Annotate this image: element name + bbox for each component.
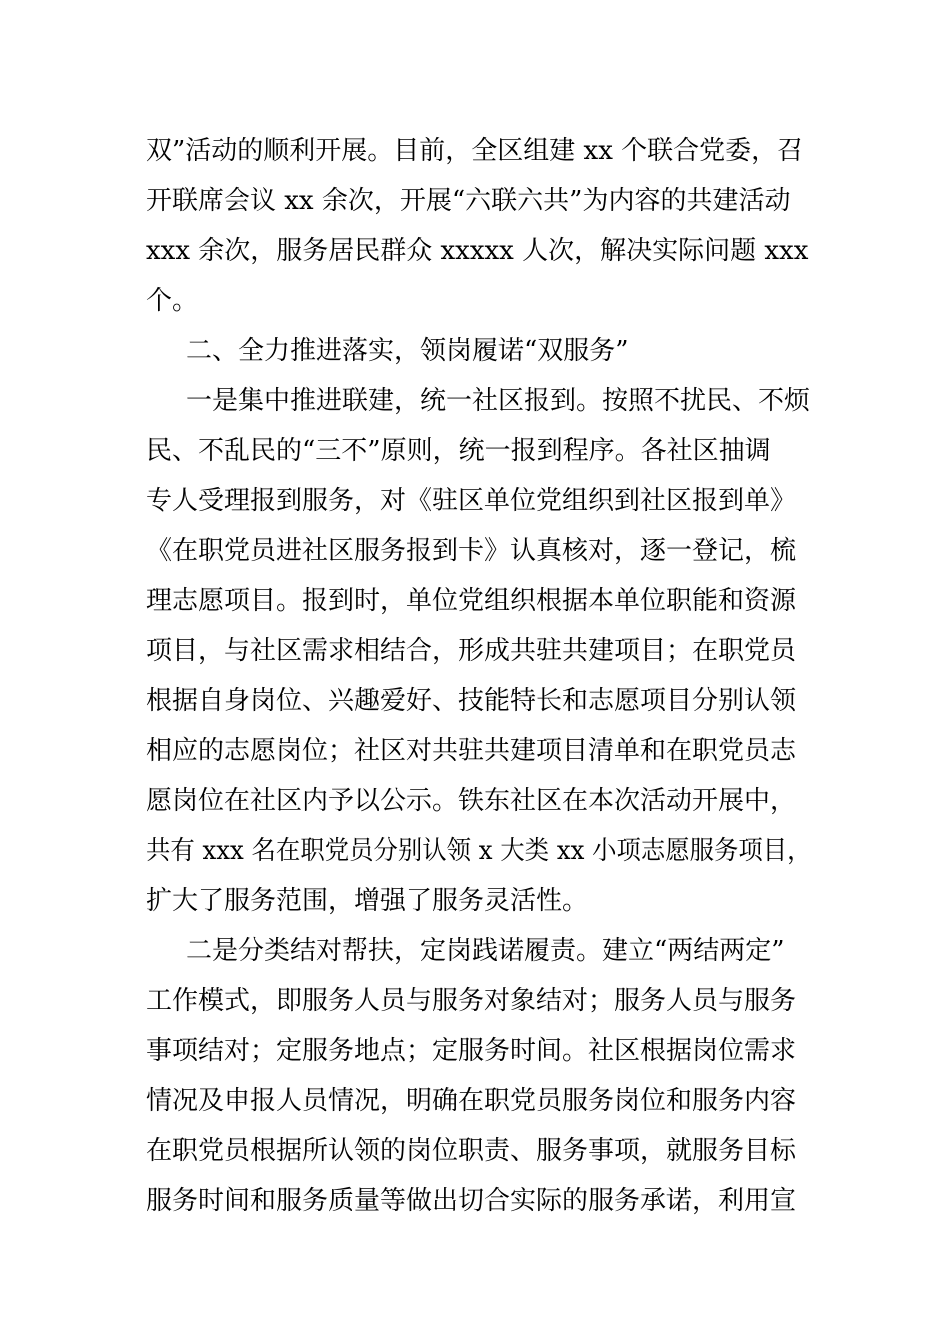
paragraph-line: 开联席会议 xx 余次，开展“六联六共”为内容的共建活动 (146, 186, 791, 216)
paragraph-line: 事项结对；定服务地点；定服务时间。社区根据岗位需求 (146, 1036, 797, 1066)
section-heading: 二、全力推进落实，领岗履诺“双服务” (186, 336, 629, 366)
paragraph-line: xxx 余次，服务居民群众 xxxxx 人次，解决实际问题 xxx (146, 236, 809, 266)
paragraph-line: 根据自身岗位、兴趣爱好、技能特长和志愿项目分别认领 (146, 686, 797, 716)
paragraph-line: 民、不乱民的“三不”原则，统一报到程序。各社区抽调 (146, 436, 771, 466)
paragraph-line: 二是分类结对帮扶，定岗践诺履责。建立“两结两定” (186, 936, 785, 966)
paragraph-line: 专人受理报到服务，对《驻区单位党组织到社区报到单》 (146, 486, 797, 516)
paragraph-line: 项目，与社区需求相结合，形成共驻共建项目；在职党员 (146, 636, 797, 666)
paragraph-line: 服务时间和服务质量等做出切合实际的服务承诺，利用宣 (146, 1186, 797, 1216)
paragraph-line: 双”活动的顺利开展。目前，全区组建 xx 个联合党委，召 (146, 136, 804, 166)
paragraph-line: 个。 (146, 286, 199, 316)
paragraph-line: 一是集中推进联建，统一社区报到。按照不扰民、不烦 (186, 386, 811, 416)
paragraph-line: 相应的志愿岗位；社区对共驻共建项目清单和在职党员志 (146, 736, 797, 766)
paragraph-line: 共有 xxx 名在职党员分别认领 x 大类 xx 小项志愿服务项目， (146, 836, 812, 866)
paragraph-line: 扩大了服务范围，增强了服务灵活性。 (146, 886, 589, 916)
paragraph-line: 工作模式，即服务人员与服务对象结对；服务人员与服务 (146, 986, 797, 1016)
paragraph-line: 情况及申报人员情况，明确在职党员服务岗位和服务内容 (146, 1086, 797, 1116)
paragraph-line: 在职党员根据所认领的岗位职责、服务事项，就服务目标 (146, 1136, 797, 1166)
paragraph-line: 《在职党员进社区服务报到卡》认真核对，逐一登记，梳 (146, 536, 797, 566)
paragraph-line: 愿岗位在社区内予以公示。铁东社区在本次活动开展中， (146, 786, 797, 816)
paragraph-line: 理志愿项目。报到时，单位党组织根据本单位职能和资源 (146, 586, 797, 616)
